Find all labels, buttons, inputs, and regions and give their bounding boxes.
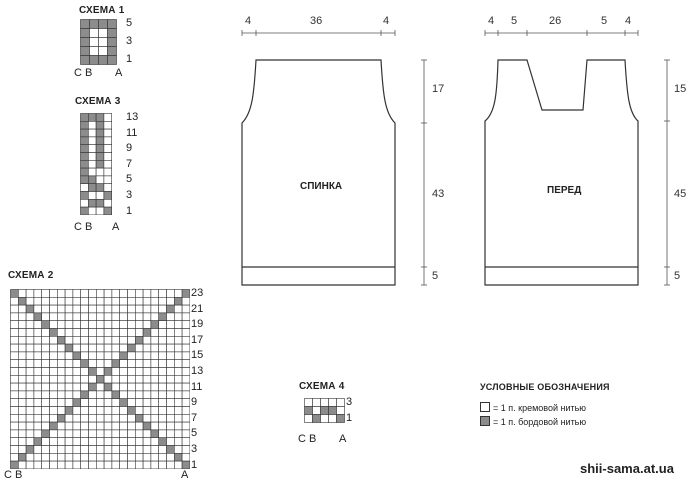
back-dim-center: 36 (310, 15, 323, 27)
front-dim-4: 5 (601, 15, 608, 27)
scheme-2-row-label: 9 (191, 396, 198, 409)
scheme-4-a-label: А (339, 433, 347, 445)
back-top-dimension (242, 30, 395, 36)
scheme-3-row-label: 13 (126, 111, 139, 123)
scheme-2-row-label: 7 (191, 411, 198, 424)
scheme-3-row-label: 5 (126, 173, 133, 186)
scheme-3-row-label: 1 (126, 204, 133, 217)
front-dim-1: 4 (488, 15, 495, 27)
legend-title: УСЛОВНЫЕ ОБОЗНАЧЕНИЯ (480, 382, 610, 392)
scheme-3-row-label: 9 (126, 142, 133, 155)
legend-item-burgundy-text: = 1 п. бордовой нитью (493, 417, 587, 427)
scheme-2-row-label: 15 (191, 349, 204, 362)
scheme-2-row-label: 19 (191, 318, 204, 331)
back-side-dim-armhole: 17 (432, 83, 445, 95)
scheme-2-a-label: А (181, 469, 189, 481)
scheme-2-row-label: 11 (191, 380, 203, 393)
scheme-4-title: СХЕМА 4 (299, 381, 345, 392)
front-dim-2: 5 (511, 15, 518, 27)
scheme-3-title: СХЕМА 3 (75, 96, 121, 107)
front-piece (485, 60, 638, 285)
scheme-1-a-label: А (115, 67, 123, 79)
front-side-dim-armhole: 15 (674, 83, 687, 95)
watermark: shii-sama.at.ua (580, 461, 674, 476)
back-side-dim-body: 43 (432, 188, 445, 200)
scheme-2-row-label: 21 (191, 302, 204, 315)
scheme-2-row-label: 13 (191, 365, 204, 377)
back-piece-label: СПИНКА (300, 181, 343, 192)
back-side-dimension (421, 60, 427, 285)
scheme-1-row-label: 1 (126, 53, 133, 65)
back-piece (242, 60, 395, 285)
front-top-dimension (485, 30, 638, 36)
scheme-4-row-label: 3 (346, 396, 353, 408)
front-piece-label: ПЕРЕД (547, 185, 582, 196)
scheme-3-row-label: 11 (126, 126, 138, 139)
back-dim-left: 4 (245, 15, 252, 27)
scheme-3-row-label: 7 (126, 157, 133, 170)
back-dim-right: 4 (383, 15, 390, 27)
scheme-2-row-label: 1 (191, 458, 198, 471)
scheme-3-a-label: А (112, 221, 120, 233)
scheme-1-title: СХЕМА 1 (79, 5, 125, 16)
front-side-dim-body: 45 (674, 188, 687, 200)
scheme-2-row-label: 3 (191, 443, 198, 455)
front-dim-3: 26 (549, 15, 562, 27)
scheme-1-sv-label: С В (74, 67, 93, 79)
scheme-3-row-label: 3 (126, 189, 133, 201)
scheme-4-row-label: 1 (346, 412, 353, 424)
front-side-dim-rib: 5 (674, 270, 681, 282)
scheme-1-row-label: 5 (126, 17, 133, 29)
front-dim-5: 4 (625, 15, 632, 27)
scheme-2-row-label: 17 (191, 333, 204, 346)
scheme-2-title: СХЕМА 2 (8, 270, 54, 281)
scheme-2-sv-label: С В (4, 469, 23, 481)
scheme-2-row-label: 23 (191, 287, 204, 299)
back-side-dim-rib: 5 (432, 270, 439, 282)
scheme-3-sv-label: С В (74, 221, 93, 233)
scheme-1-row-label: 3 (126, 35, 133, 47)
front-side-dimension (664, 60, 670, 285)
scheme-4-sv-label: С В (298, 433, 317, 445)
scheme-2-row-label: 5 (191, 427, 198, 440)
legend-item-cream-text: = 1 п. кремовой нитью (493, 403, 587, 413)
